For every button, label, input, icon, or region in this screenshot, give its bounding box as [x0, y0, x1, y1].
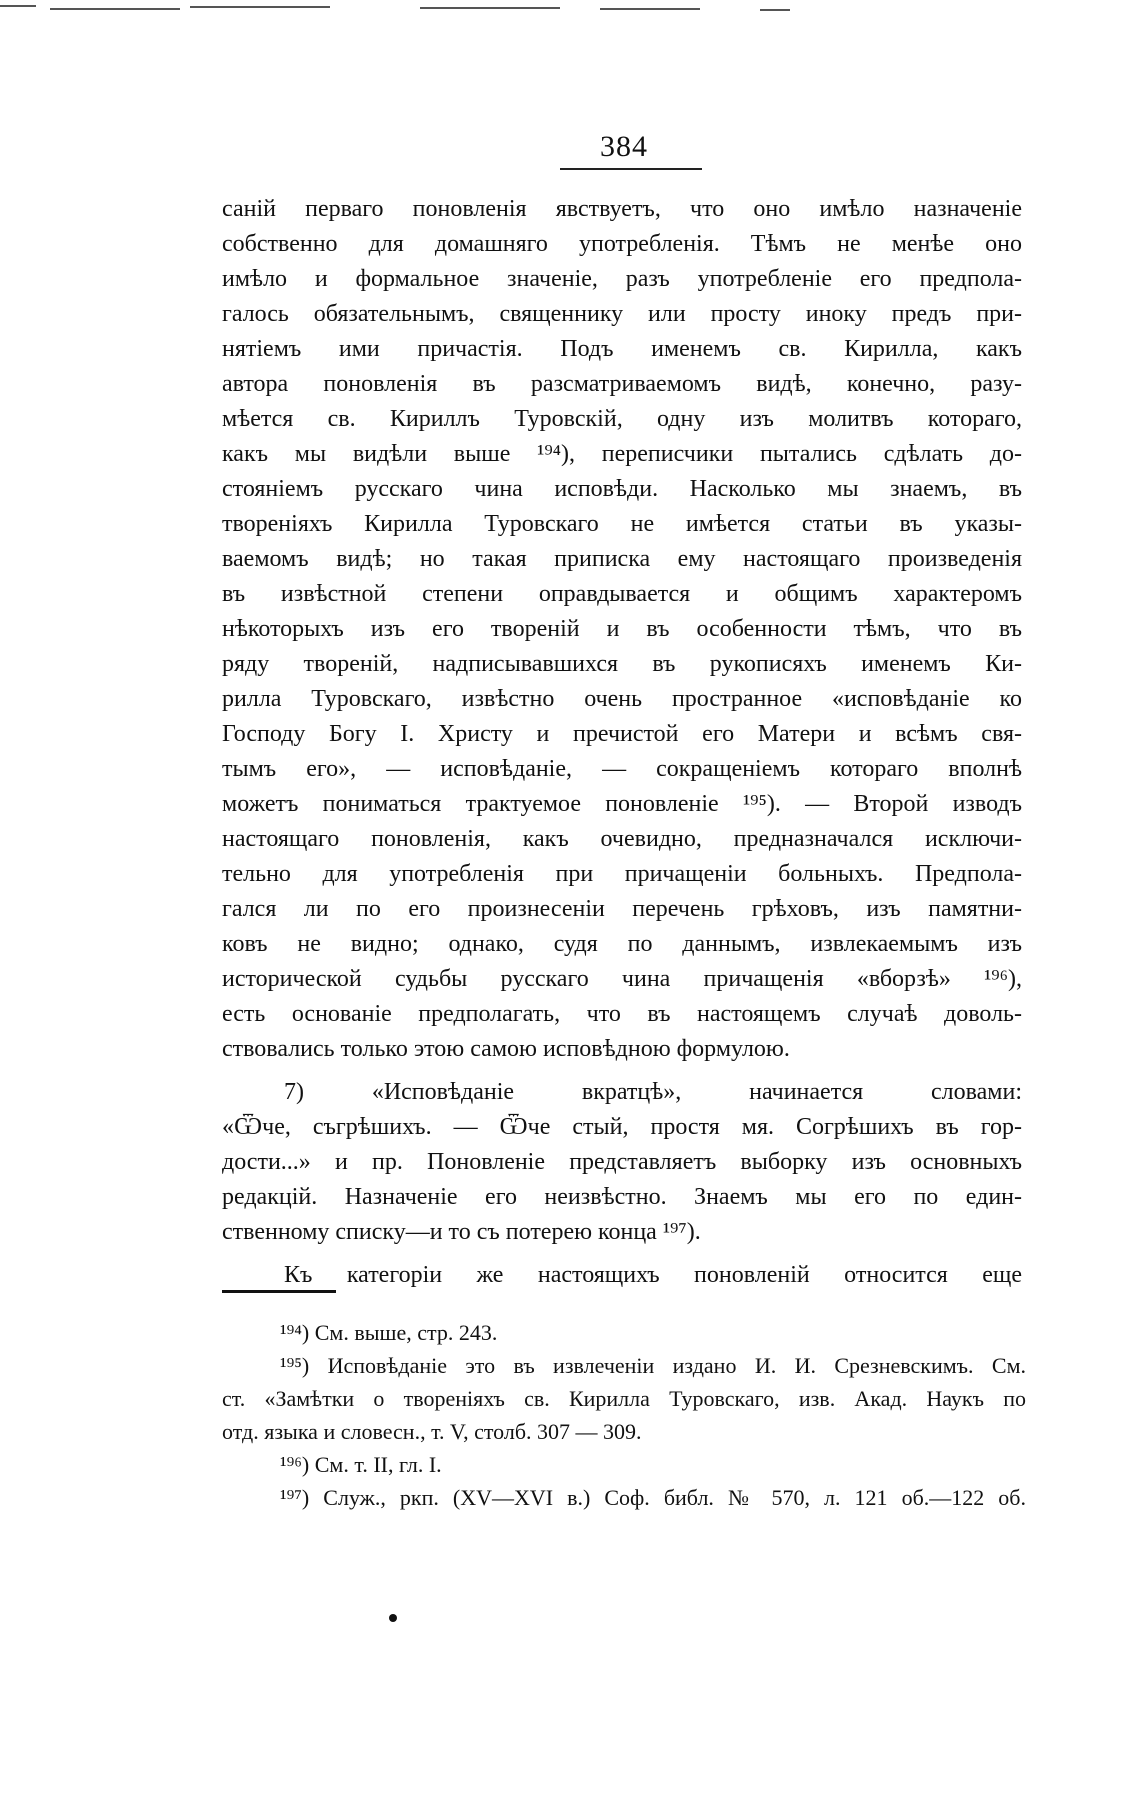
footnote-line: ¹⁹⁴) См. выше, стр. 243.	[280, 1320, 498, 1345]
body-line: имѣло и формальное значеніе, разъ употребленіе его предпола-	[222, 266, 1022, 292]
body-line: 7) «Исповѣданіе вкратцѣ», начинается словами:	[284, 1079, 1022, 1105]
body-line: галось обязательнымъ, священнику или просту иноку предъ при-	[222, 301, 1022, 327]
scan-edge-marks	[0, 0, 820, 18]
body-line: стояніемъ русскаго чина исповѣди. Насколько мы знаемъ, въ	[222, 476, 1022, 502]
body-line: автора поновленія въ разсматриваемомъ видѣ, конечно, разу-	[222, 371, 1022, 397]
body-line: исторической судьбы русскаго чина причащенія «вборзѣ» ¹⁹⁶),	[222, 966, 1022, 992]
body-line: настоящаго поновленія, какъ очевидно, предназначался исключи-	[222, 826, 1022, 852]
body-line: ряду твореній, надписывавшихся въ рукописяхъ именемъ Ки-	[222, 651, 1022, 677]
body-line: дости...» и пр. Поновленіе представляетъ выборку изъ основныхъ	[222, 1149, 1022, 1175]
body-line: саній перваго поновленія явствуетъ, что оно имѣло назначеніе	[222, 196, 1022, 222]
body-line: Господу Богу І. Христу и пречистой его Матери и всѣмъ свя-	[222, 721, 1022, 747]
body-line: ковъ не видно; однако, судя по даннымъ, извлекаемымъ изъ	[222, 931, 1022, 957]
body-line: «Ѿче, съгрѣшихъ. — Ѿче стый, простя мя. Согрѣшихъ въ гор-	[222, 1114, 1022, 1140]
body-line: гался ли по его произнесеніи перечень грѣховъ, изъ памятни-	[222, 896, 1022, 922]
ink-dot	[389, 1614, 397, 1622]
body-line: нѣкоторыхъ изъ его твореній и въ особенности тѣмъ, что въ	[222, 616, 1022, 642]
footnote-line: ст. «Замѣтки о твореніяхъ св. Кирилла Туровскаго, изв. Акад. Наукъ по	[222, 1386, 1026, 1411]
body-line: редакцій. Назначеніе его неизвѣстно. Знаемъ мы его по един-	[222, 1184, 1022, 1210]
footnote-line: ¹⁹⁷) Служ., ркп. (XV—XVI в.) Соф. библ. № 570, л. 121 об.—122 об.	[280, 1485, 1026, 1510]
body-line: собственно для домашняго употребленія. Тѣмъ не менѣе оно	[222, 231, 1022, 257]
page-number: 384	[600, 130, 648, 163]
body-line: тельно для употребленія при причащеніи больныхъ. Предпола-	[222, 861, 1022, 887]
body-line: рилла Туровскаго, извѣстно очень пространное «исповѣданіе ко	[222, 686, 1022, 712]
footnote-line: отд. языка и словесн., т. V, столб. 307 — 309.	[222, 1419, 642, 1444]
footnotes	[222, 1316, 1026, 1514]
body-line: нятіемъ ими причастія. Подъ именемъ св. Кирилла, какъ	[222, 336, 1022, 362]
footnote-line: ¹⁹⁶) См. т. II, гл. I.	[280, 1452, 442, 1477]
body-line: въ извѣстной степени оправдывается и общимъ характеромъ	[222, 581, 1022, 607]
body-line: ваемомъ видѣ; но такая приписка ему настоящаго произведенія	[222, 546, 1022, 572]
body-line: ственному списку—и то съ потерею конца ¹⁹⁷).	[222, 1219, 701, 1245]
body-text	[222, 192, 1022, 1293]
body-line: какъ мы видѣли выше ¹⁹⁴), переписчики пытались сдѣлать до-	[222, 441, 1022, 467]
body-line: можетъ пониматься трактуемое поновленіе ¹⁹⁵). — Второй изводъ	[222, 791, 1022, 817]
footnote-separator	[222, 1290, 336, 1293]
body-line: Къ категоріи же настоящихъ поновленій относится еще	[284, 1262, 1022, 1288]
body-line: мѣется св. Кириллъ Туровскій, одну изъ молитвъ котораго,	[222, 406, 1022, 432]
page-number-underline	[560, 168, 702, 170]
footnote-line: ¹⁹⁵) Исповѣданіе это въ извлеченіи издано И. И. Срезневскимъ. См.	[280, 1353, 1026, 1378]
body-line: ствовались только этою самою исповѣдною формулою.	[222, 1036, 790, 1062]
body-line: твореніяхъ Кирилла Туровскаго не имѣется статьи въ указы-	[222, 511, 1022, 537]
body-line: тымъ его», — исповѣданіе, — сокращеніемъ котораго вполнѣ	[222, 756, 1022, 782]
body-line: есть основаніе предполагать, что въ настоящемъ случаѣ доволь-	[222, 1001, 1022, 1027]
